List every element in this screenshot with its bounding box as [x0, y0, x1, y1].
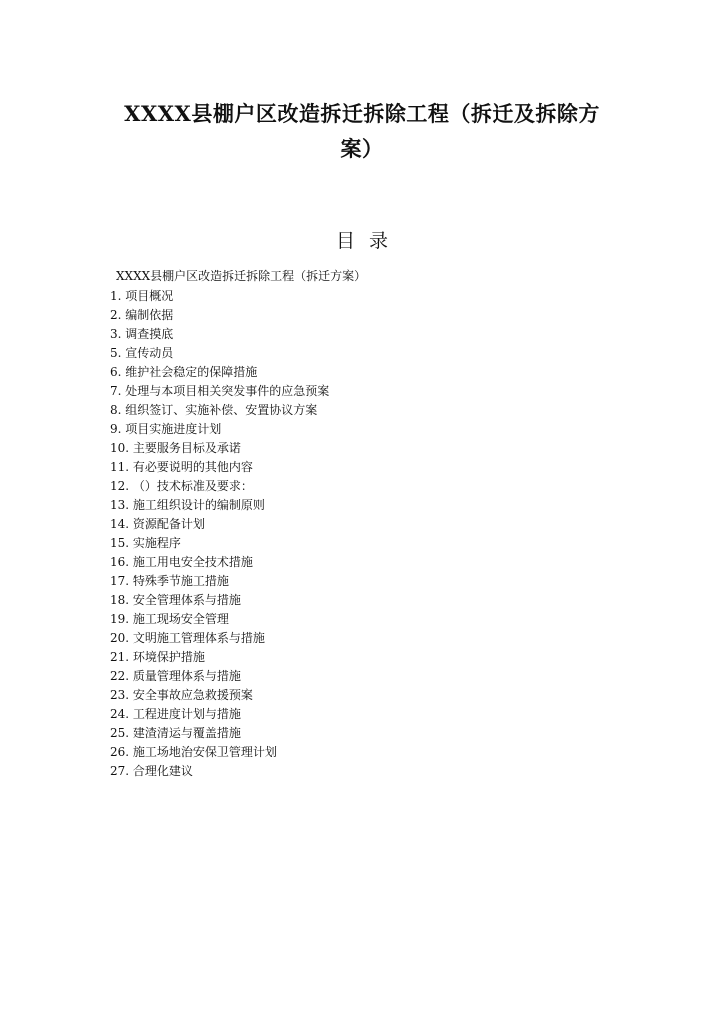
toc-item: 5. 宣传动员 [110, 346, 174, 360]
toc-subtitle: XXXX县棚户区改造拆迁拆除工程（拆迁方案） [116, 269, 367, 283]
toc-item: 16. 施工用电安全技术措施 [110, 555, 253, 569]
toc-item: 23. 安全事故应急救援预案 [110, 688, 253, 702]
toc-item: 2. 编制依据 [110, 308, 174, 322]
toc-list [110, 287, 329, 781]
toc-item: 27. 合理化建议 [110, 764, 193, 778]
toc-item: 17. 特殊季节施工措施 [110, 574, 229, 588]
toc-item: 26. 施工场地治安保卫管理计划 [110, 745, 277, 759]
toc-item: 15. 实施程序 [110, 536, 181, 550]
toc-item: 11. 有必要说明的其他内容 [110, 460, 253, 474]
toc-item: 7. 处理与本项目相关突发事件的应急预案 [110, 384, 330, 398]
toc-heading: 目录 [335, 230, 402, 252]
toc-item: 20. 文明施工管理体系与措施 [110, 631, 265, 645]
toc-item: 6. 维护社会稳定的保障措施 [110, 365, 258, 379]
toc-item: 18. 安全管理体系与措施 [110, 593, 241, 607]
toc-item: 12. （）技术标准及要求： [110, 479, 253, 493]
toc-item: 13. 施工组织设计的编制原则 [110, 498, 265, 512]
document-title-line-1: XXXX县棚户区改造拆迁拆除工程（拆迁及拆除方 [124, 101, 600, 126]
toc-item: 22. 质量管理体系与措施 [110, 669, 241, 683]
toc-item: 21. 环境保护措施 [110, 650, 205, 664]
toc-item: 1. 项目概况 [110, 289, 174, 303]
toc-item: 25. 建渣清运与覆盖措施 [110, 726, 241, 740]
toc-item: 8. 组织签订、实施补偿、安置协议方案 [110, 403, 318, 417]
toc-item: 14. 资源配备计划 [110, 517, 205, 531]
toc-item: 10. 主要服务目标及承诺 [110, 441, 241, 455]
toc-item: 9. 项目实施进度计划 [110, 422, 222, 436]
toc-item: 19. 施工现场安全管理 [110, 612, 229, 626]
toc-item: 3. 调查摸底 [110, 327, 174, 341]
document-title-line-2: 案） [340, 136, 384, 161]
toc-item: 24. 工程进度计划与措施 [110, 707, 241, 721]
